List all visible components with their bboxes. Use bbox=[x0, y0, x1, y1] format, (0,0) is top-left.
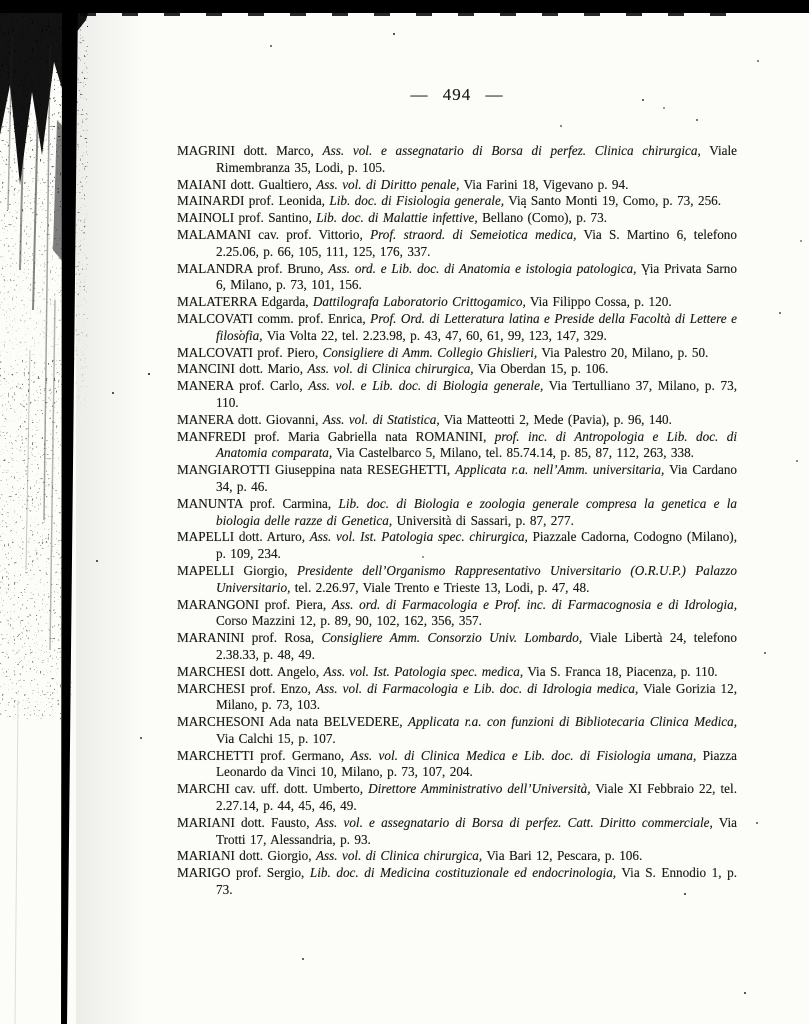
directory-entry bbox=[177, 681, 737, 715]
entry-title-italic: Ass. vol. e assegnatario di Borsa di perfez. Catt. Diritto commerciale, bbox=[315, 814, 713, 830]
directory-entry bbox=[177, 815, 737, 849]
entry-text-roman: Piazza Leonardo da Vinci 10, Milano, p. 73, 107, 204. bbox=[216, 747, 738, 780]
entry-title-italic: Lib. doc. di Biologia e zoologia generale compresa la genetica e la biologia delle razze di Genetica, bbox=[216, 495, 738, 528]
scan-artifact-top-edge bbox=[0, 0, 809, 13]
entry-text-roman: Università di Sassari, p. 87, 277. bbox=[392, 512, 574, 528]
entry-text-roman: MARCHESONI Ada nata BELVEDERE, bbox=[177, 714, 409, 730]
entry-text-roman: MAPELLI dott. Arturo, bbox=[177, 529, 310, 545]
directory-entry bbox=[177, 462, 737, 496]
entry-text-roman: MANERA prof. Carlo, bbox=[177, 378, 309, 394]
directory-entry bbox=[177, 529, 737, 563]
directory-entry bbox=[177, 193, 737, 210]
directory-entry bbox=[177, 781, 737, 815]
entry-text-roman: Via Castelbarco 5, Milano, tel. 85.74.14, p. 85, 87, 112, 263, 338. bbox=[332, 445, 694, 461]
entry-text-roman: MAIANI dott. Gualtiero, bbox=[177, 176, 317, 192]
entry-text-roman: MANFREDI prof. Maria Gabriella nata ROMANINI, bbox=[177, 428, 495, 444]
entry-text-roman: Via Calchi 15, p. 107. bbox=[216, 730, 336, 746]
entry-text-roman: Via S. Franca 18, Piacenza, p. 110. bbox=[523, 663, 718, 679]
entry-title-italic: Ass. vol. Ist. Patologia spec. chirurgica, bbox=[309, 529, 528, 545]
entry-title-italic: Ass. vol. di Statistica, bbox=[322, 411, 440, 427]
entry-title-italic: Dattilografa Laboratorio Crittogamico, bbox=[312, 294, 526, 310]
entry-title-italic: Applicata r.a. con funzioni di Bibliotecaria Clinica Medica, bbox=[408, 714, 737, 730]
entry-text-roman: Via S. Martino 6, telefono 2.25.06, p. 66, 105, 111, 125, 176, 337. bbox=[216, 226, 737, 259]
entry-title-italic: Lib. doc. di Medicina costituzionale ed endocrinologia, bbox=[309, 865, 617, 881]
entry-title-italic: Direttore Amministrativo dell’Università, bbox=[368, 781, 591, 797]
entry-title-italic: Prof. straord. di Semeiotica medica, bbox=[370, 226, 577, 242]
entry-text-roman: MAGRINI dott. Marco, bbox=[177, 143, 323, 158]
directory-entry bbox=[177, 378, 737, 412]
directory-entry bbox=[177, 429, 737, 463]
directory-entry bbox=[177, 143, 737, 177]
entry-text-roman: Via Bari 12, Pescara, p. 106. bbox=[482, 848, 643, 864]
scan-noise-specks bbox=[0, 0, 2, 2]
entry-title-italic: prof. inc. di Antropologia e Lib. doc. di Anatomia comparata, bbox=[216, 428, 738, 461]
entry-text-roman: MALAMANI cav. prof. Vittorio, bbox=[177, 226, 371, 242]
entry-text-roman: MAINARDI prof. Leonida, bbox=[177, 193, 330, 209]
entry-title-italic: Ass. ord. di Farmacologia e Prof. inc. di Farmacognosia e di Idrologia, bbox=[331, 596, 738, 612]
directory-entry bbox=[177, 361, 737, 378]
entry-title-italic: Ass. vol. di Clinica chirurgica, bbox=[315, 848, 483, 864]
entry-text-roman: Via S. Ennodio 1, p. 73. bbox=[216, 865, 737, 898]
entry-text-roman: MARIANI dott. Fausto, bbox=[177, 814, 316, 830]
directory-entry bbox=[177, 630, 737, 664]
directory-entry bbox=[177, 664, 737, 681]
entry-text-roman: Via Filippo Cossa, p. 120. bbox=[525, 294, 672, 310]
entry-title-italic: Consigliere di Amm. Collegio Ghislieri, bbox=[322, 344, 538, 360]
directory-entry bbox=[177, 294, 737, 311]
directory-entry bbox=[177, 261, 737, 295]
entry-title-italic: Ass. vol. e Lib. doc. di Biologia generale, bbox=[308, 378, 544, 394]
entry-text-roman: MARCHESI prof. Enzo, bbox=[177, 680, 316, 696]
entry-text-roman: Via Tertulliano 37, Milano, p. 73, 110. bbox=[216, 378, 737, 410]
entry-text-roman: MARIGO prof. Sergio, bbox=[177, 865, 310, 881]
entry-text-roman: Corso Mazzini 12, p. 89, 90, 102, 162, 356, 357. bbox=[216, 613, 482, 629]
entry-text-roman: MARANGONI prof. Piera, bbox=[177, 596, 332, 612]
entry-title-italic: Prof. Ord. di Letteratura latina e Preside della Facoltà di Lettere e filosofia, bbox=[216, 310, 737, 343]
entry-text-roman: MARCHI cav. uff. dott. Umberto, bbox=[177, 781, 369, 797]
entry-text-roman: Via Palestro 20, Milano, p. 50. bbox=[537, 344, 709, 360]
directory-entry bbox=[177, 714, 737, 748]
directory-entry bbox=[177, 177, 737, 194]
directory-entry bbox=[177, 227, 737, 261]
entry-text-roman: Via Privata Sarno 6, Milano, p. 73, 101, 156. bbox=[216, 260, 737, 293]
entry-text-roman: MANGIAROTTI Giuseppina nata RESEGHETTI, bbox=[177, 462, 456, 478]
directory-entry bbox=[177, 563, 737, 597]
entry-text-roman: Viale Gorizia 12, Milano, p. 73, 103. bbox=[216, 680, 738, 713]
directory-list bbox=[177, 143, 737, 899]
entry-text-roman: Via Farini 18, Vigevano p. 94. bbox=[459, 176, 629, 192]
entry-text-roman: Bellano (Como), p. 73. bbox=[477, 210, 608, 226]
entry-title-italic: Applicata r.a. nell’Amm. universitaria, bbox=[455, 462, 665, 478]
directory-entry bbox=[177, 597, 737, 631]
entry-title-italic: Ass. vol. di Clinica chirurgica, bbox=[307, 361, 474, 377]
entry-title-italic: Lib. doc. di Fisiologia generale, bbox=[329, 193, 505, 209]
directory-entry bbox=[177, 865, 737, 899]
entry-text-roman: MALATERRA Edgarda, bbox=[177, 294, 313, 310]
directory-entry bbox=[177, 496, 737, 530]
entry-text-roman: MARIANI dott. Giorgio, bbox=[177, 848, 316, 864]
entry-text-roman: MAPELLI Giorgio, bbox=[177, 562, 297, 578]
entry-text-roman: Via Santo Monti 19, Como, p. 73, 256. bbox=[504, 193, 722, 209]
entry-title-italic: Consigliere Amm. Consorzio Univ. Lombardo, bbox=[321, 630, 583, 646]
entry-text-roman: MALCOVATI comm. prof. Enrica, bbox=[177, 310, 371, 326]
entry-title-italic: Ass. vol. di Farmacologia e Lib. doc. di Idrologia medica, bbox=[315, 680, 639, 696]
entry-text-roman: Viale Rimembranza 35, Lodi, p. 105. bbox=[216, 143, 737, 175]
entry-text-roman: MARANINI prof. Rosa, bbox=[177, 630, 322, 646]
entry-text-roman: Via Cardano 34, p. 46. bbox=[216, 462, 738, 494]
entry-text-roman: MANUNTA prof. Carmina, bbox=[177, 495, 339, 511]
directory-entry bbox=[177, 848, 737, 865]
entry-text-roman: Via Volta 22, tel. 2.23.98, p. 43, 47, 60, 61, 99, 123, 147, 329. bbox=[262, 327, 607, 343]
entry-text-roman: MARCHETTI prof. Germano, bbox=[177, 747, 351, 763]
entry-text-roman: MANERA dott. Giovanni, bbox=[177, 411, 323, 427]
scan-artifact-binding-gutter bbox=[0, 0, 120, 1024]
directory-entry bbox=[177, 311, 737, 345]
entry-text-roman: Viale Libertà 24, telefono 2.38.33, p. 48, 49. bbox=[216, 630, 737, 662]
entry-text-roman: Via Oberdan 15, p. 106. bbox=[473, 361, 609, 377]
entry-title-italic: Ass. vol. di Clinica Medica e Lib. doc. di Fisiologia umana, bbox=[350, 747, 697, 763]
directory-entry bbox=[177, 210, 737, 227]
entry-title-italic: Ass. ord. e Lib. doc. di Anatomia e istologia patologica, bbox=[328, 260, 637, 276]
entry-text-roman: MALANDRA prof. Bruno, bbox=[177, 260, 329, 276]
entry-text-roman: Piazzale Cadorna, Codogno (Milano), p. 109, 234. bbox=[216, 529, 737, 562]
entry-text-roman: Via Trotti 17, Alessandria, p. 93. bbox=[216, 814, 737, 847]
entry-text-roman: MARCHESI dott. Angelo, bbox=[177, 663, 324, 679]
entry-text-roman: tel. 2.26.97, Viale Trento e Trieste 13, Lodi, p. 47, 48. bbox=[290, 579, 590, 595]
directory-entry bbox=[177, 412, 737, 429]
directory-entry bbox=[177, 345, 737, 362]
entry-title-italic: Presidente dell’Organismo Rappresentativo Universitario (O.R.U.P.) Palazzo Universitario, bbox=[216, 562, 737, 595]
entry-text-roman: Via Matteotti 2, Mede (Pavia), p. 96, 140. bbox=[439, 411, 672, 427]
entry-title-italic: Ass. vol. di Diritto penale, bbox=[316, 176, 460, 192]
page-number-header: — 494 — bbox=[410, 85, 504, 104]
entry-text-roman: MAINOLI prof. Santino, bbox=[177, 210, 317, 226]
entry-title-italic: Ass. vol. Ist. Patologia spec. medica, bbox=[323, 663, 524, 679]
entry-text-roman: Viale XI Febbraio 22, tel. 2.27.14, p. 44, 45, 46, 49. bbox=[216, 781, 737, 814]
entry-title-italic: Ass. vol. e assegnatario di Borsa di perfez. Clinica chirurgica, bbox=[322, 143, 701, 158]
entry-title-italic: Lib. doc. di Malattie infettive, bbox=[316, 210, 478, 226]
directory-entry bbox=[177, 748, 737, 782]
entry-text-roman: MANCINI dott. Mario, bbox=[177, 361, 308, 377]
entry-text-roman: MALCOVATI prof. Piero, bbox=[177, 344, 323, 360]
